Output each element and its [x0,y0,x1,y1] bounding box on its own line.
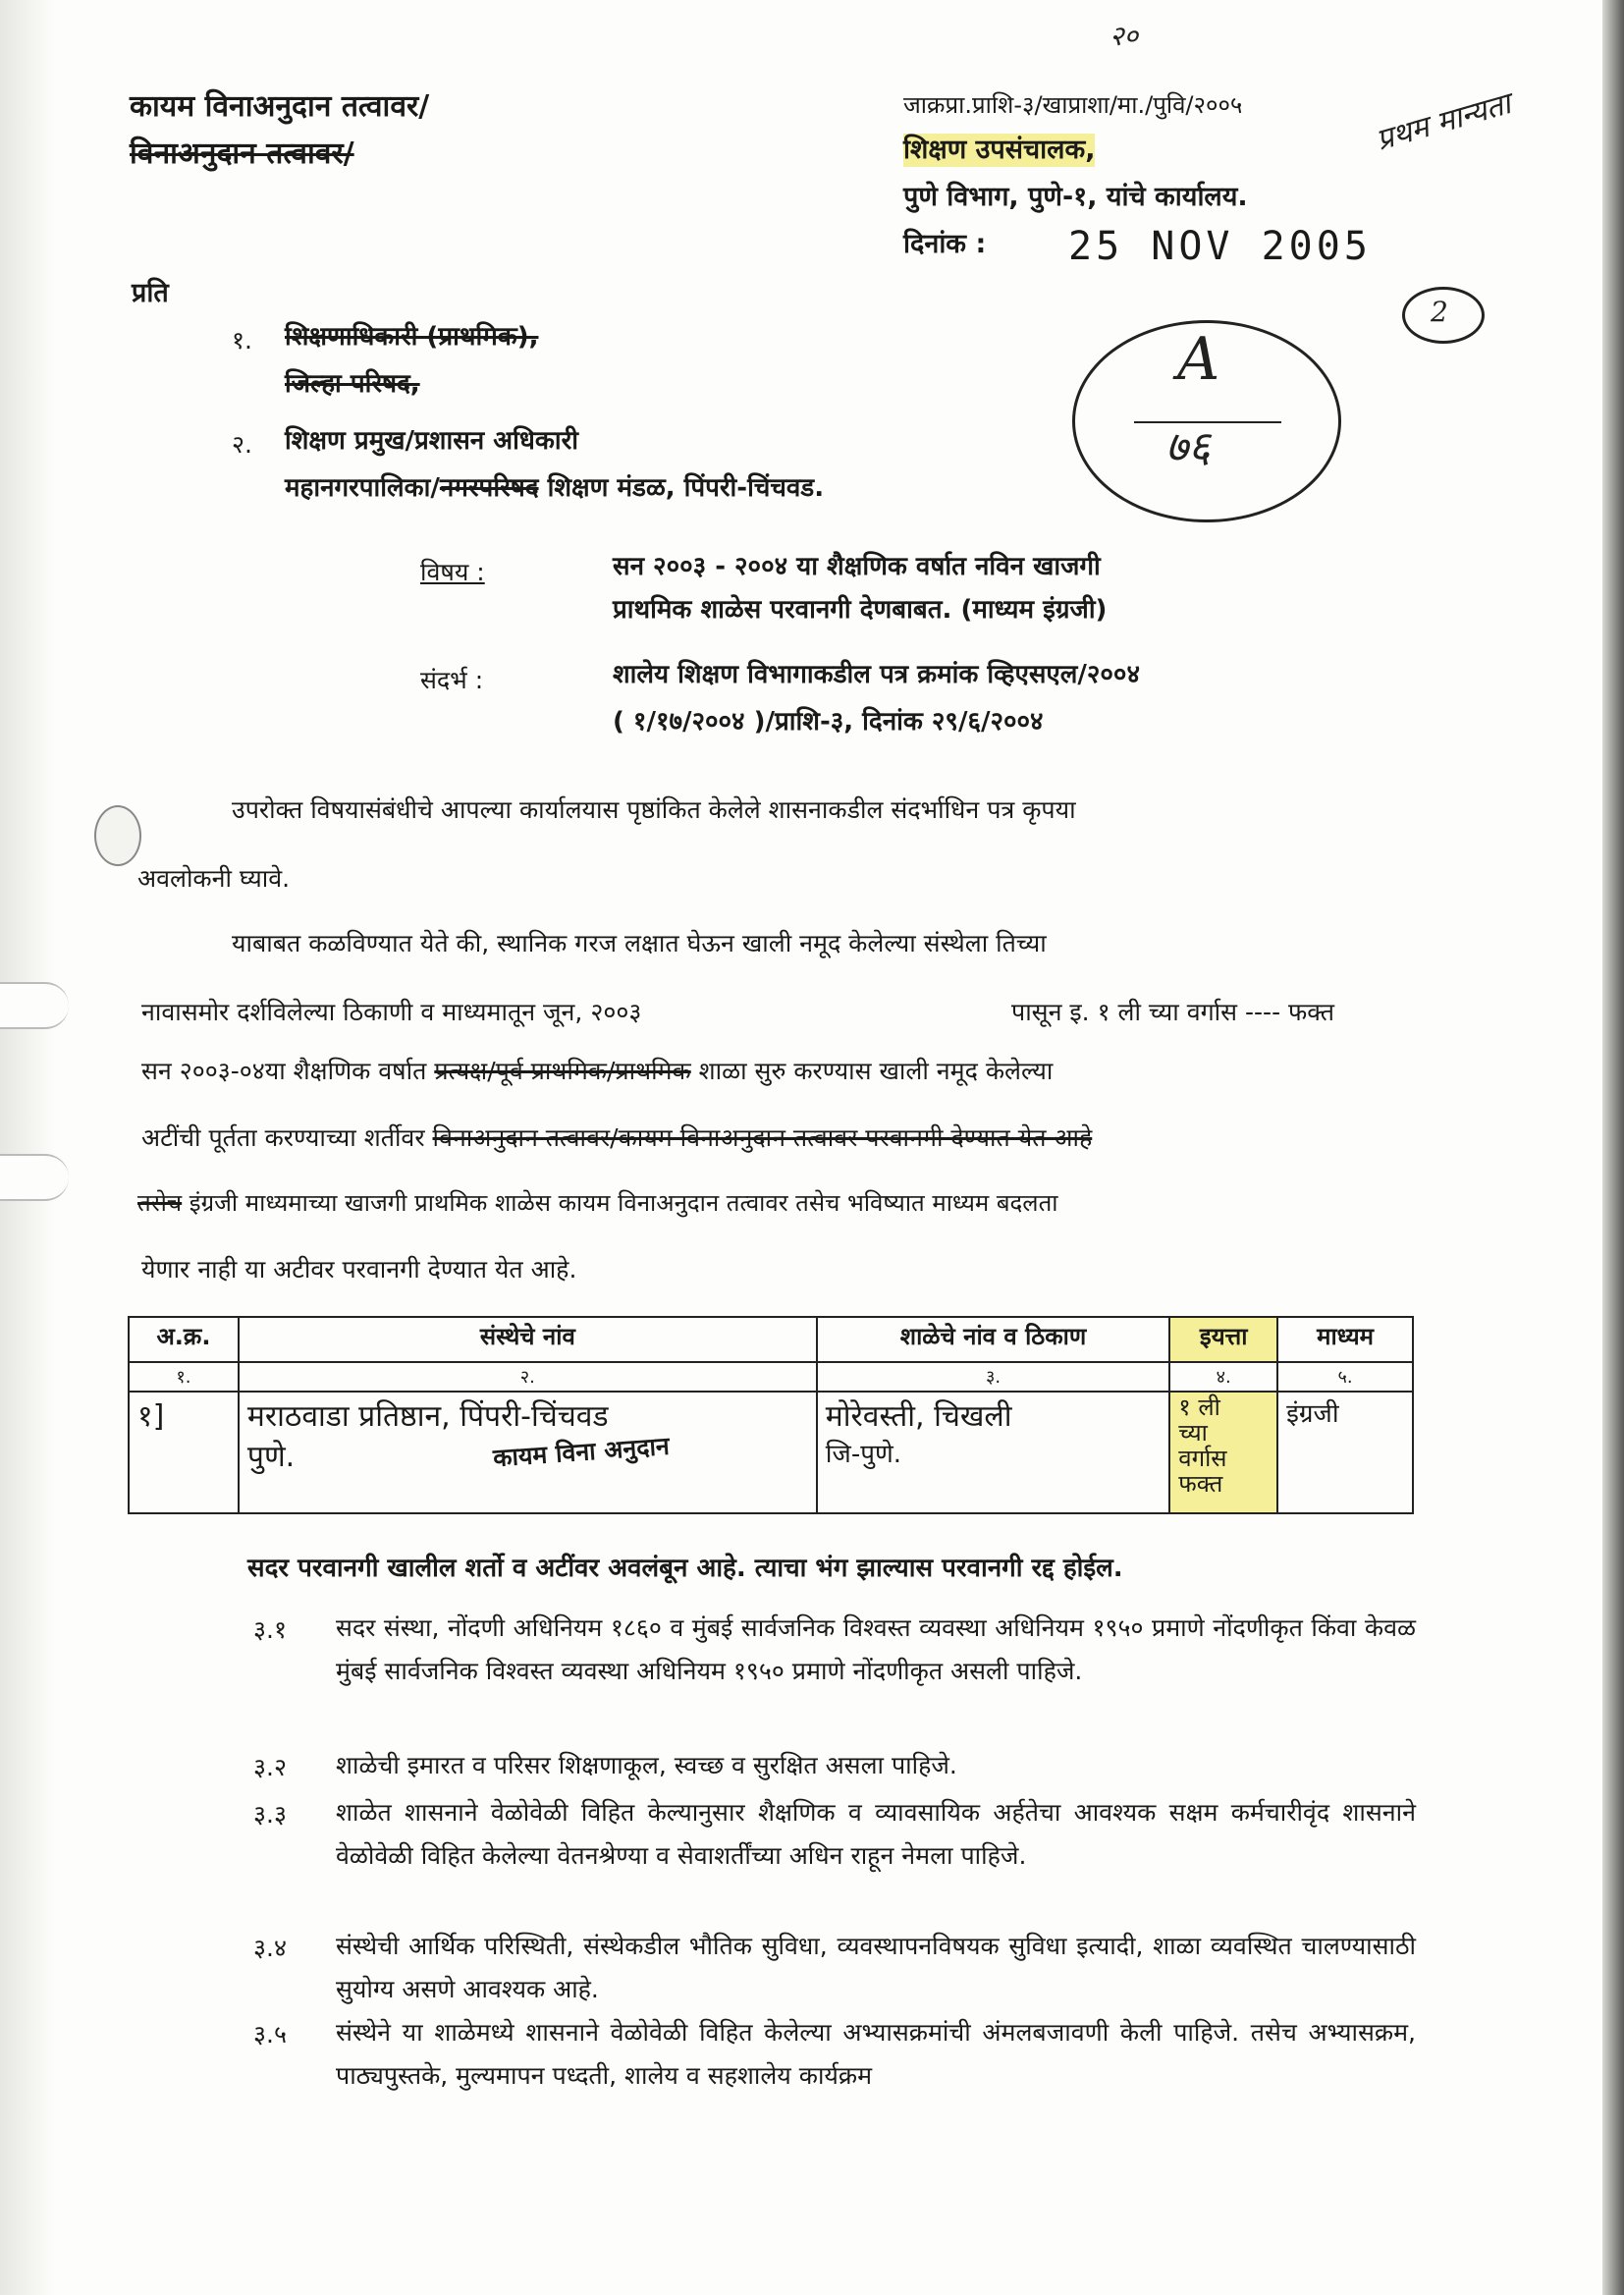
paragraph-1-line1: उपरोक्त विषयासंबंधीचे आपल्या कार्यालयास पृष्ठांकित केलेले शासनाकडील संदर्भाधिन पत्र कृपया [232,795,1076,824]
subject-label: विषय : [420,558,485,586]
paper-tear [0,1154,69,1201]
grade-line: वर्गास [1178,1445,1227,1472]
grade-line: १ ली [1178,1393,1220,1421]
recipient-2-line1: शिक्षण प्रमुख/प्रशासन अधिकारी [285,426,578,456]
subject-line2: प्राथमिक शाळेस परवानगी देणबाबत. (माध्यम इंग्रजी) [613,595,1108,625]
school-district: जि-पुणे. [825,1440,902,1469]
recipient-2-line2: महानगरपालिका/नगरपरिषद शिक्षण मंडळ, पिंपरी-चिंचवड. [285,473,825,503]
paragraph-2-line3: सन २००३-०४या शैक्षणिक वर्षात प्रत्यक्ष/पूर्व प्राथमिक/प्राथमिक शाळा सुरु करण्यास खाली नमूद केलेल्या [141,1057,1054,1085]
subject-line1: सन २००३ - २००४ या शैक्षणिक वर्षात नविन खाजगी [613,552,1101,581]
condition-text: शाळेची इमारत व परिसर शिक्षणाकूल, स्वच्छ व सुरक्षित असला पाहिजे. [336,1751,957,1779]
column-number: ५. [1277,1362,1413,1392]
institution-city: पुणे. [246,1440,296,1474]
column-number: २. [239,1362,817,1392]
paragraph-2-line2b: पासून इ. १ ली च्या वर्गास ---- फक्त [1011,998,1334,1026]
condition-number: ३.४ [253,1934,287,1962]
institution-city-wrap [246,1431,808,1474]
table-column-number-row [129,1362,1413,1392]
status-heading-2: विनाअनुदान तत्वावर/ [130,137,354,171]
office-address: पुणे विभाग, पुणे-१, यांचे कार्यालय. [903,182,1248,212]
column-number: ४. [1169,1362,1277,1392]
condition-text: सदर संस्था, नोंदणी अधिनियम १८६० व मुंबई सार्वजनिक विश्वस्त व्यवस्था अधिनियम १९५० प्रमाणे नोंदणीकृत किंवा केवळ मुंबई सार्वजनिक विश्वस्त व्यवस्था अधिनियम १९५० प्रमाणे नोंदणीकृत असली पाहिजे. [336,1613,1416,1685]
institution-cell [239,1392,817,1513]
condition-number: ३.२ [253,1753,287,1781]
recipient-1-number: १. [232,326,252,355]
school-permission-table [128,1316,1414,1514]
side-handwritten-note: प्रथम मान्यता [1372,86,1515,158]
status-heading-1: कायम विनाअनुदान तत्वावर/ [130,89,430,124]
condition-number: ३.५ [253,2020,287,2049]
table-header-cell: अ.क्र. [129,1317,239,1362]
paper-right-edge [1602,0,1624,2295]
inward-stamp [1072,320,1341,522]
condition-number: ३.१ [253,1615,287,1644]
circled-number-text: 2 [1431,296,1448,328]
condition-text: शाळेत शासनाने वेळोवेळी विहित केल्यानुसार शैक्षणिक व व्यावसायिक अर्हतेचा आवश्यक सक्षम कर्मचारीवृंद शासनाने वेळोवेळी विहित केलेल्या वेतनश्रेण्या व सेवाशर्तींच्या अधिन राहून नेमला पाहिजे. [336,1798,1416,1870]
paragraph-2-line2a: नावासमोर दर्शविलेल्या ठिकाणी व माध्यमातून जून, २००३ [141,998,642,1026]
table-header-cell: संस्थेचे नांव [239,1317,817,1362]
column-number: ३. [817,1362,1169,1392]
grade-line: च्या [1178,1419,1208,1447]
paragraph-2-line4: अटींची पूर्तता करण्याच्या शर्तीवर विनाअनुदान तत्वावर/कायम विनाअनुदान तत्वावर परवानगी देण्यात येत आहे [141,1123,1093,1152]
paper-left-edge [0,0,55,2295]
paragraph-1-line2: अवलोकनी घ्यावे. [137,864,291,893]
condition-text: संस्थेने या शाळेमध्ये शासनाने वेळोवेळी विहित केलेल्या अभ्यासक्रमांची अंमलबजावणी केली पाहिजे. तसेच अभ्यासक्रम, पाठ्यपुस्तके, मुल्यमापन पध्दती, शालेय व सहशालेय कार्यक्रम [336,2018,1416,2090]
condition-number: ३.३ [253,1800,287,1829]
inward-stamp-number: ७६ [1165,422,1211,472]
table-header-cell: इयत्ता [1169,1317,1277,1362]
table-row [129,1392,1413,1513]
reference-number: जाक्रप्रा.प्राशि-३/खाप्राशा/मा./पुवि/२००५ [903,91,1243,119]
table-header-cell: शाळेचे नांव व ठिकाण [817,1317,1169,1362]
condition-text: संस्थेची आर्थिक परिस्थिती, संस्थेकडील भौतिक सुविधा, व्यवस्थापनविषयक सुविधा इत्यादी, शाळा व्यवस्थित चालण्यासाठी सुयोग्य असणे आवश्यक आहे. [336,1932,1416,2003]
column-number: १. [129,1362,239,1392]
institution-name: मराठवाडा प्रतिष्ठान, पिंपरी-चिंचवड [246,1399,609,1434]
date-label: दिनांक : [903,229,987,259]
reference-label: संदर्भ : [420,666,484,694]
circled-number [1402,287,1485,344]
recipient-1-line1: शिक्षणाधिकारी (प्राथमिक), [285,322,539,352]
institution-note: कायम विना अनुदान [492,1431,671,1473]
inward-stamp-letter: A [1177,325,1220,394]
table-header-cell: माध्यम [1277,1317,1413,1362]
office-title: शिक्षण उपसंचालक, [903,135,1096,165]
paragraph-2-line6: येणार नाही या अटीवर परवानगी देण्यात येत आहे. [141,1255,577,1284]
date-stamp: 25 NOV 2005 [1068,224,1372,269]
recipient-1-line2: जिल्हा परिषद, [285,369,420,399]
prati-label: प्रति [132,278,169,308]
school-location: मोरेवस्ती, चिखली [825,1399,1012,1434]
top-scribble: २० [1110,20,1139,52]
school-cell [817,1392,1169,1513]
paragraph-2-line5: तसेच इंग्रजी माध्यमाच्या खाजगी प्राथमिक शाळेस कायम विनाअनुदान तत्वावर तसेच भविष्यात माध्यम बदलता [137,1189,1058,1217]
grade-cell [1169,1392,1277,1513]
paper-tear [0,982,69,1029]
grade-line: फक्त [1178,1470,1223,1498]
reference-line1: शालेय शिक्षण विभागाकडील पत्र क्रमांक व्हिएसएल/२००४ [613,660,1140,689]
row-number: १] [129,1392,239,1513]
recipient-2-number: २. [232,430,252,459]
conditions-intro: सदर परवानगी खालील शर्तो व अटींवर अवलंबून आहे. त्याचा भंग झाल्यास परवानगी रद्द होईल. [247,1554,1123,1583]
paragraph-2-line1: याबाबत कळविण्यात येते की, स्थानिक गरज लक्षात घेऊन खाली नमूद केलेल्या संस्थेला तिच्या [232,929,1047,957]
table-header-row [129,1317,1413,1362]
punch-hole [94,805,141,866]
reference-line2: ( १/१७/२००४ )/प्राशि-३, दिनांक २९/६/२००४ [613,707,1044,737]
medium-cell: इंग्रजी [1277,1392,1413,1513]
